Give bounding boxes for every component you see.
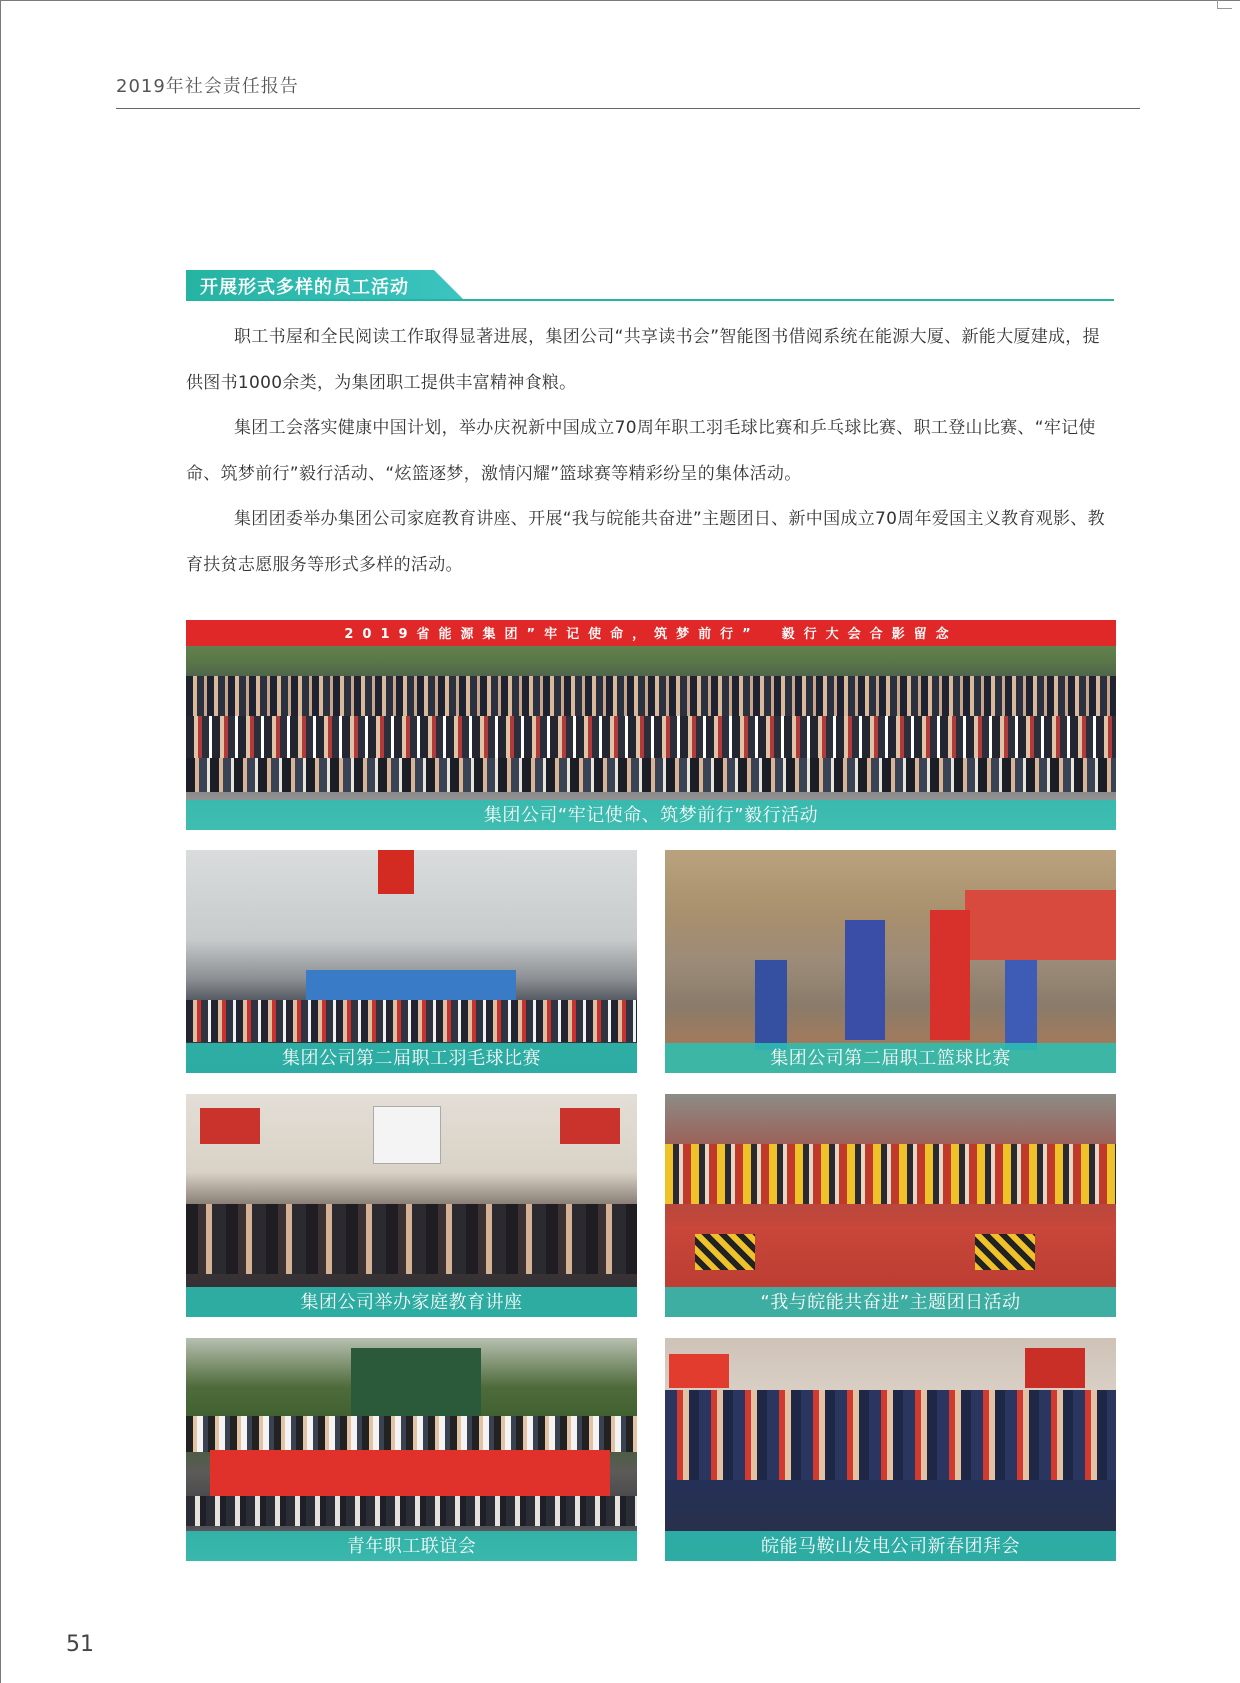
paragraph-reading: 职工书屋和全民阅读工作取得显著进展，集团公司“共享读书会”智能图书借阅系统在能源大厦、新能大厦建成，提供图书1000余类，为集团职工提供丰富精神食粮。	[186, 327, 1100, 393]
page-frame-left	[0, 0, 1, 1683]
caption-bar	[186, 1287, 637, 1317]
court-banner-image	[965, 890, 1116, 960]
page-frame-top	[0, 0, 1240, 1]
hazard-stripes-image	[975, 1234, 1035, 1270]
audience-row	[186, 1204, 637, 1274]
paragraph-union: 集团工会落实健康中国计划，举办庆祝新中国成立70周年职工羽毛球比赛和乒乓球比赛、职工登山比赛、“牢记使命、筑梦前行”毅行活动、“炫篮逐梦，激情闪耀”篮球赛等精彩纷呈的集体活动。	[186, 418, 1096, 484]
screen-right-image	[560, 1108, 620, 1144]
stage-banner-image	[306, 970, 516, 1004]
player-blue-image	[1005, 960, 1037, 1050]
photo-caption: 集团公司举办家庭教育讲座	[300, 1292, 523, 1313]
page-number: 51	[66, 1632, 94, 1657]
event-banner-text: 2019省能源集团”牢记使命，筑梦前行” 毅行大会合影留念	[344, 627, 958, 642]
caption-bar	[665, 1531, 1116, 1561]
crowd-row	[186, 1000, 637, 1042]
photo-group-hike	[186, 620, 1116, 830]
year-sign-image	[669, 1354, 729, 1388]
paragraph-youth-league: 集团团委举办集团公司家庭教育讲座、开展“我与皖能共奋进”主题团日、新中国成立70周年爱国主义教育观影、教育扶贫志愿服务等形式多样的活动。	[186, 509, 1105, 575]
event-banner	[186, 620, 1116, 646]
photo-caption: “我与皖能共奋进”主题团日活动	[760, 1292, 1021, 1313]
photo-lecture	[186, 1094, 637, 1317]
photo-badminton	[186, 850, 637, 1073]
crowd-row	[186, 758, 1116, 792]
photo-caption: 青年职工联谊会	[346, 1536, 477, 1557]
photo-caption: 集团公司“牢记使命、筑梦前行”毅行活动	[483, 805, 819, 826]
crowd-row	[186, 1416, 637, 1452]
crowd-row	[186, 676, 1116, 716]
crowd-row	[186, 716, 1116, 760]
screen-left-image	[200, 1108, 260, 1144]
crowd-row	[665, 1390, 1116, 1480]
league-day-photo-image	[665, 1094, 1116, 1317]
photo-caption: 皖能马鞍山发电公司新春团拜会	[761, 1536, 1020, 1557]
caption-bar	[186, 1043, 637, 1073]
section-title: 开展形式多样的员工活动	[200, 277, 409, 298]
photo-new-year	[665, 1338, 1116, 1561]
hazard-stripes-image	[695, 1234, 755, 1270]
photo-caption: 集团公司第二届职工羽毛球比赛	[282, 1048, 541, 1069]
crop-mark	[1217, 0, 1232, 9]
party-banner-image	[210, 1450, 610, 1496]
player-red-image	[930, 910, 970, 1040]
spring-sign-image	[1025, 1348, 1085, 1388]
projector-screen-image	[373, 1106, 441, 1164]
flag-image	[378, 850, 414, 894]
caption-bar	[186, 800, 1116, 830]
caption-bar	[665, 1043, 1116, 1073]
crowd-row	[665, 1144, 1116, 1204]
caption-bar	[186, 1531, 637, 1561]
basketball-photo-image	[665, 850, 1116, 1073]
photo-youth-party	[186, 1338, 637, 1561]
section-header	[186, 270, 1114, 302]
player-blue-image	[845, 920, 885, 1040]
report-title: 2019年社会责任报告	[116, 76, 299, 97]
photo-basketball	[665, 850, 1116, 1073]
caption-bar	[665, 1287, 1116, 1317]
crowd-row	[186, 1496, 637, 1526]
header-divider	[116, 108, 1140, 109]
photo-caption: 集团公司第二届职工篮球比赛	[770, 1048, 1011, 1069]
player-blue-image	[755, 960, 787, 1050]
section-divider	[186, 299, 1114, 301]
photo-league-day	[665, 1094, 1116, 1317]
